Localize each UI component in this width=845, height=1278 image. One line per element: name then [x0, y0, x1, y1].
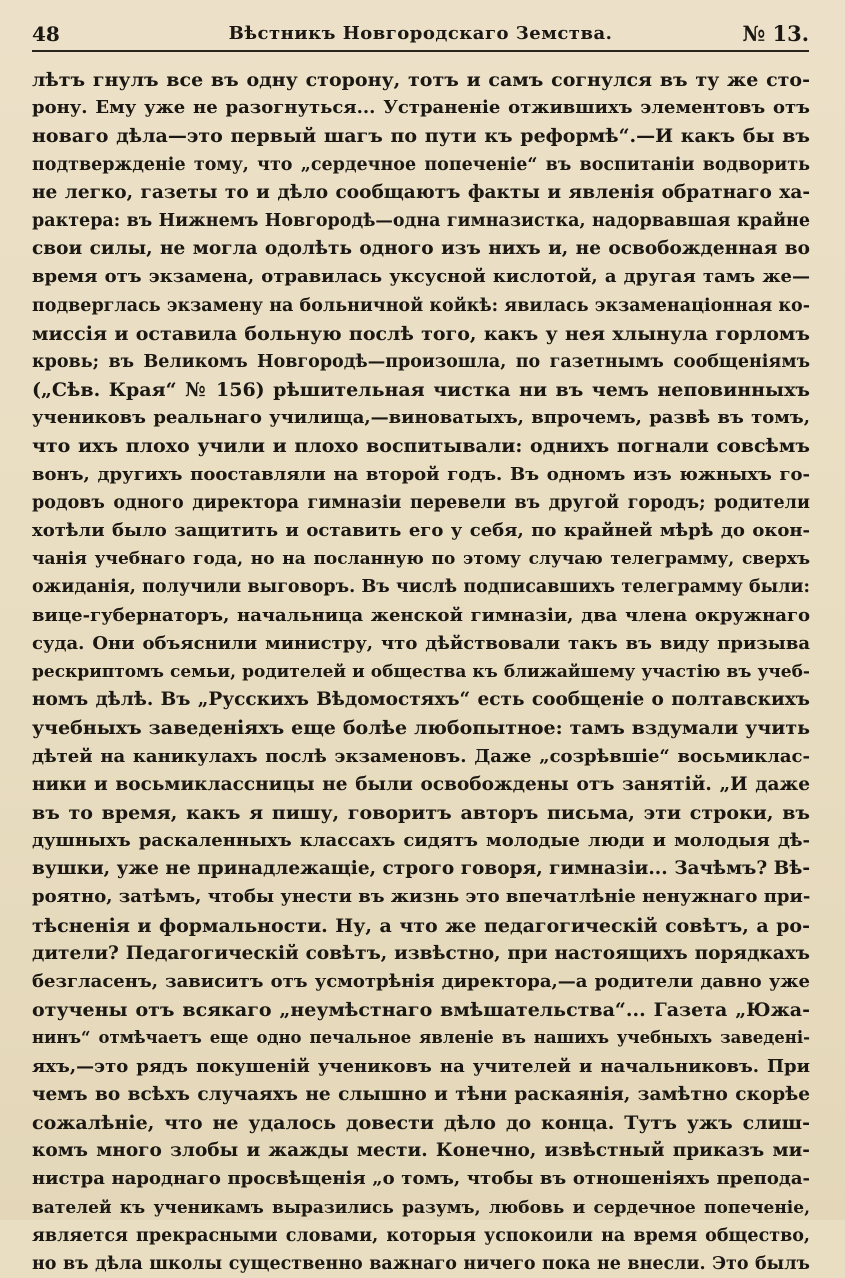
text-line: чанія учебнаго года, но на посланную по этому случаю телеграмму, сверхъ	[32, 549, 810, 570]
text-line: но въ дѣла школы существенно важнаго ничего пока не внесли. Это былъ	[32, 1253, 810, 1274]
text-line: рону. Ему уже не разогнуться... Устраненіе отжившихъ элементовъ отъ	[32, 97, 810, 119]
text-line: вице-губернаторъ, начальница женской гимназіи, два члена окружнаго	[32, 604, 810, 626]
text-line: свои силы, не могла одолѣть одного изъ нихъ и, не освобожденная во	[32, 238, 810, 260]
text-line: вателей къ ученикамъ выразились разумъ, любовь и сердечное попеченіе,	[32, 1197, 810, 1218]
text-line: въ то время, какъ я пишу, говоритъ авторъ письма, эти строки, въ	[32, 801, 810, 824]
running-title: Вѣстникъ Новгородскаго Земства.	[228, 23, 613, 44]
text-line: вонъ, другихъ пооставляли на второй годъ. Въ одномъ изъ южныхъ го-	[32, 463, 810, 485]
text-line: дѣтей на каникулахъ послѣ экзаменовъ. Даже „созрѣвшіе“ восьмиклас-	[32, 745, 810, 767]
text-line: яхъ,—это рядъ покушеній учениковъ на учителей и начальниковъ. При	[32, 1055, 810, 1077]
text-line: ники и восьмиклассницы не были освобождены отъ занятій. „И даже	[32, 773, 810, 795]
running-header	[32, 20, 809, 52]
text-line: что ихъ плохо учили и плохо воспитывали: однихъ погнали совсѣмъ	[32, 435, 810, 458]
text-line: („Сѣв. Края“ № 156) рѣшительная чистка ни въ чемъ неповинныхъ	[32, 379, 810, 402]
text-line: новаго дѣла—это первый шагъ по пути къ реформѣ“.—И какъ бы въ	[32, 125, 810, 148]
text-line: номъ дѣлѣ. Въ „Русскихъ Вѣдомостяхъ“ есть сообщеніе о полтавскихъ	[32, 689, 810, 711]
body-text	[32, 66, 810, 1278]
text-line: ожиданія, получили выговоръ. Въ числѣ подписавшихъ телеграмму были:	[32, 577, 810, 598]
text-line: время отъ экзамена, отравилась уксусной кислотой, а другая тамъ же—	[32, 266, 810, 288]
text-line: рескриптомъ семьи, родителей и общества къ ближайшему участію въ учеб-	[32, 661, 810, 682]
text-line: вушки, уже не принадлежащіе, строго говоря, гимназіи... Зачѣмъ? Вѣ-	[32, 858, 810, 880]
text-line: не легко, газеты то и дѣло сообщаютъ факты и явленія обратнаго ха-	[32, 181, 810, 203]
text-line: хотѣли было защитить и оставить его у себя, по крайней мѣрѣ до окон-	[32, 520, 810, 541]
text-line: суда. Они объяснили министру, что дѣйствовали такъ въ виду призыва	[32, 632, 810, 654]
text-line: комъ много злобы и жажды мести. Конечно, извѣстный приказъ ми-	[32, 1140, 810, 1162]
text-line: нинъ“ отмѣчаетъ еще одно печальное явленіе въ нашихъ учебныхъ заведені-	[32, 1028, 810, 1048]
text-line: безгласенъ, зависитъ отъ усмотрѣнія директора,—а родители давно уже	[32, 971, 810, 992]
text-line: миссія и оставила больную послѣ того, какъ у нея хлынула горломъ	[32, 322, 810, 345]
text-line: душныхъ раскаленныхъ классахъ сидятъ молодые люди и молодыя дѣ-	[32, 830, 810, 852]
text-line: сожалѣніе, что не удалось довести дѣло до конца. Тутъ ужъ слиш-	[32, 1111, 810, 1134]
text-line: дители? Педагогическій совѣтъ, извѣстно, при настоящихъ порядкахъ	[32, 942, 810, 964]
text-line: чемъ во всѣхъ случаяхъ не слышно и тѣни раскаянія, замѣтно скорѣе	[32, 1083, 810, 1105]
page-number: 48	[32, 22, 60, 46]
text-line: рактера: въ Нижнемъ Новгородѣ—одна гимназистка, надорвавшая крайне	[32, 210, 810, 231]
text-line: учебныхъ заведеніяхъ еще болѣе любопытное: тамъ вздумали учить	[32, 717, 810, 740]
text-line: подтвержденіе тому, что „сердечное попеченіе“ въ воспитаніи водворить	[32, 154, 810, 175]
text-line: подверглась экзамену на больничной койкѣ: явилась экзаменаціонная ко-	[32, 295, 810, 316]
text-line: родовъ одного директора гимназіи перевели въ другой городъ; родители	[32, 492, 810, 513]
issue-number: № 13.	[742, 21, 809, 46]
text-line: отучены отъ всякаго „неумѣстнаго вмѣшательства“... Газета „Южа-	[32, 999, 810, 1022]
text-line: учениковъ реальнаго училища,—виноватыхъ, впрочемъ, развѣ въ томъ,	[32, 407, 810, 429]
text-line: является прекрасными словами, которыя успокоили на время общество,	[32, 1225, 810, 1246]
text-line: нистра народнаго просвѣщенія „о томъ, чтобы въ отношеніяхъ препода-	[32, 1168, 810, 1190]
text-line: роятно, затѣмъ, чтобы унести въ жизнь это впечатлѣніе ненужнаго при-	[32, 886, 810, 908]
text-line: лѣтъ гнулъ все въ одну сторону, тотъ и самъ согнулся въ ту же сто-	[32, 69, 810, 91]
text-line: тѣсненія и формальности. Ну, а что же педагогическій совѣтъ, а ро-	[32, 914, 810, 937]
text-line: кровь; въ Великомъ Новгородѣ—произошла, по газетнымъ сообщеніямъ	[32, 351, 810, 372]
